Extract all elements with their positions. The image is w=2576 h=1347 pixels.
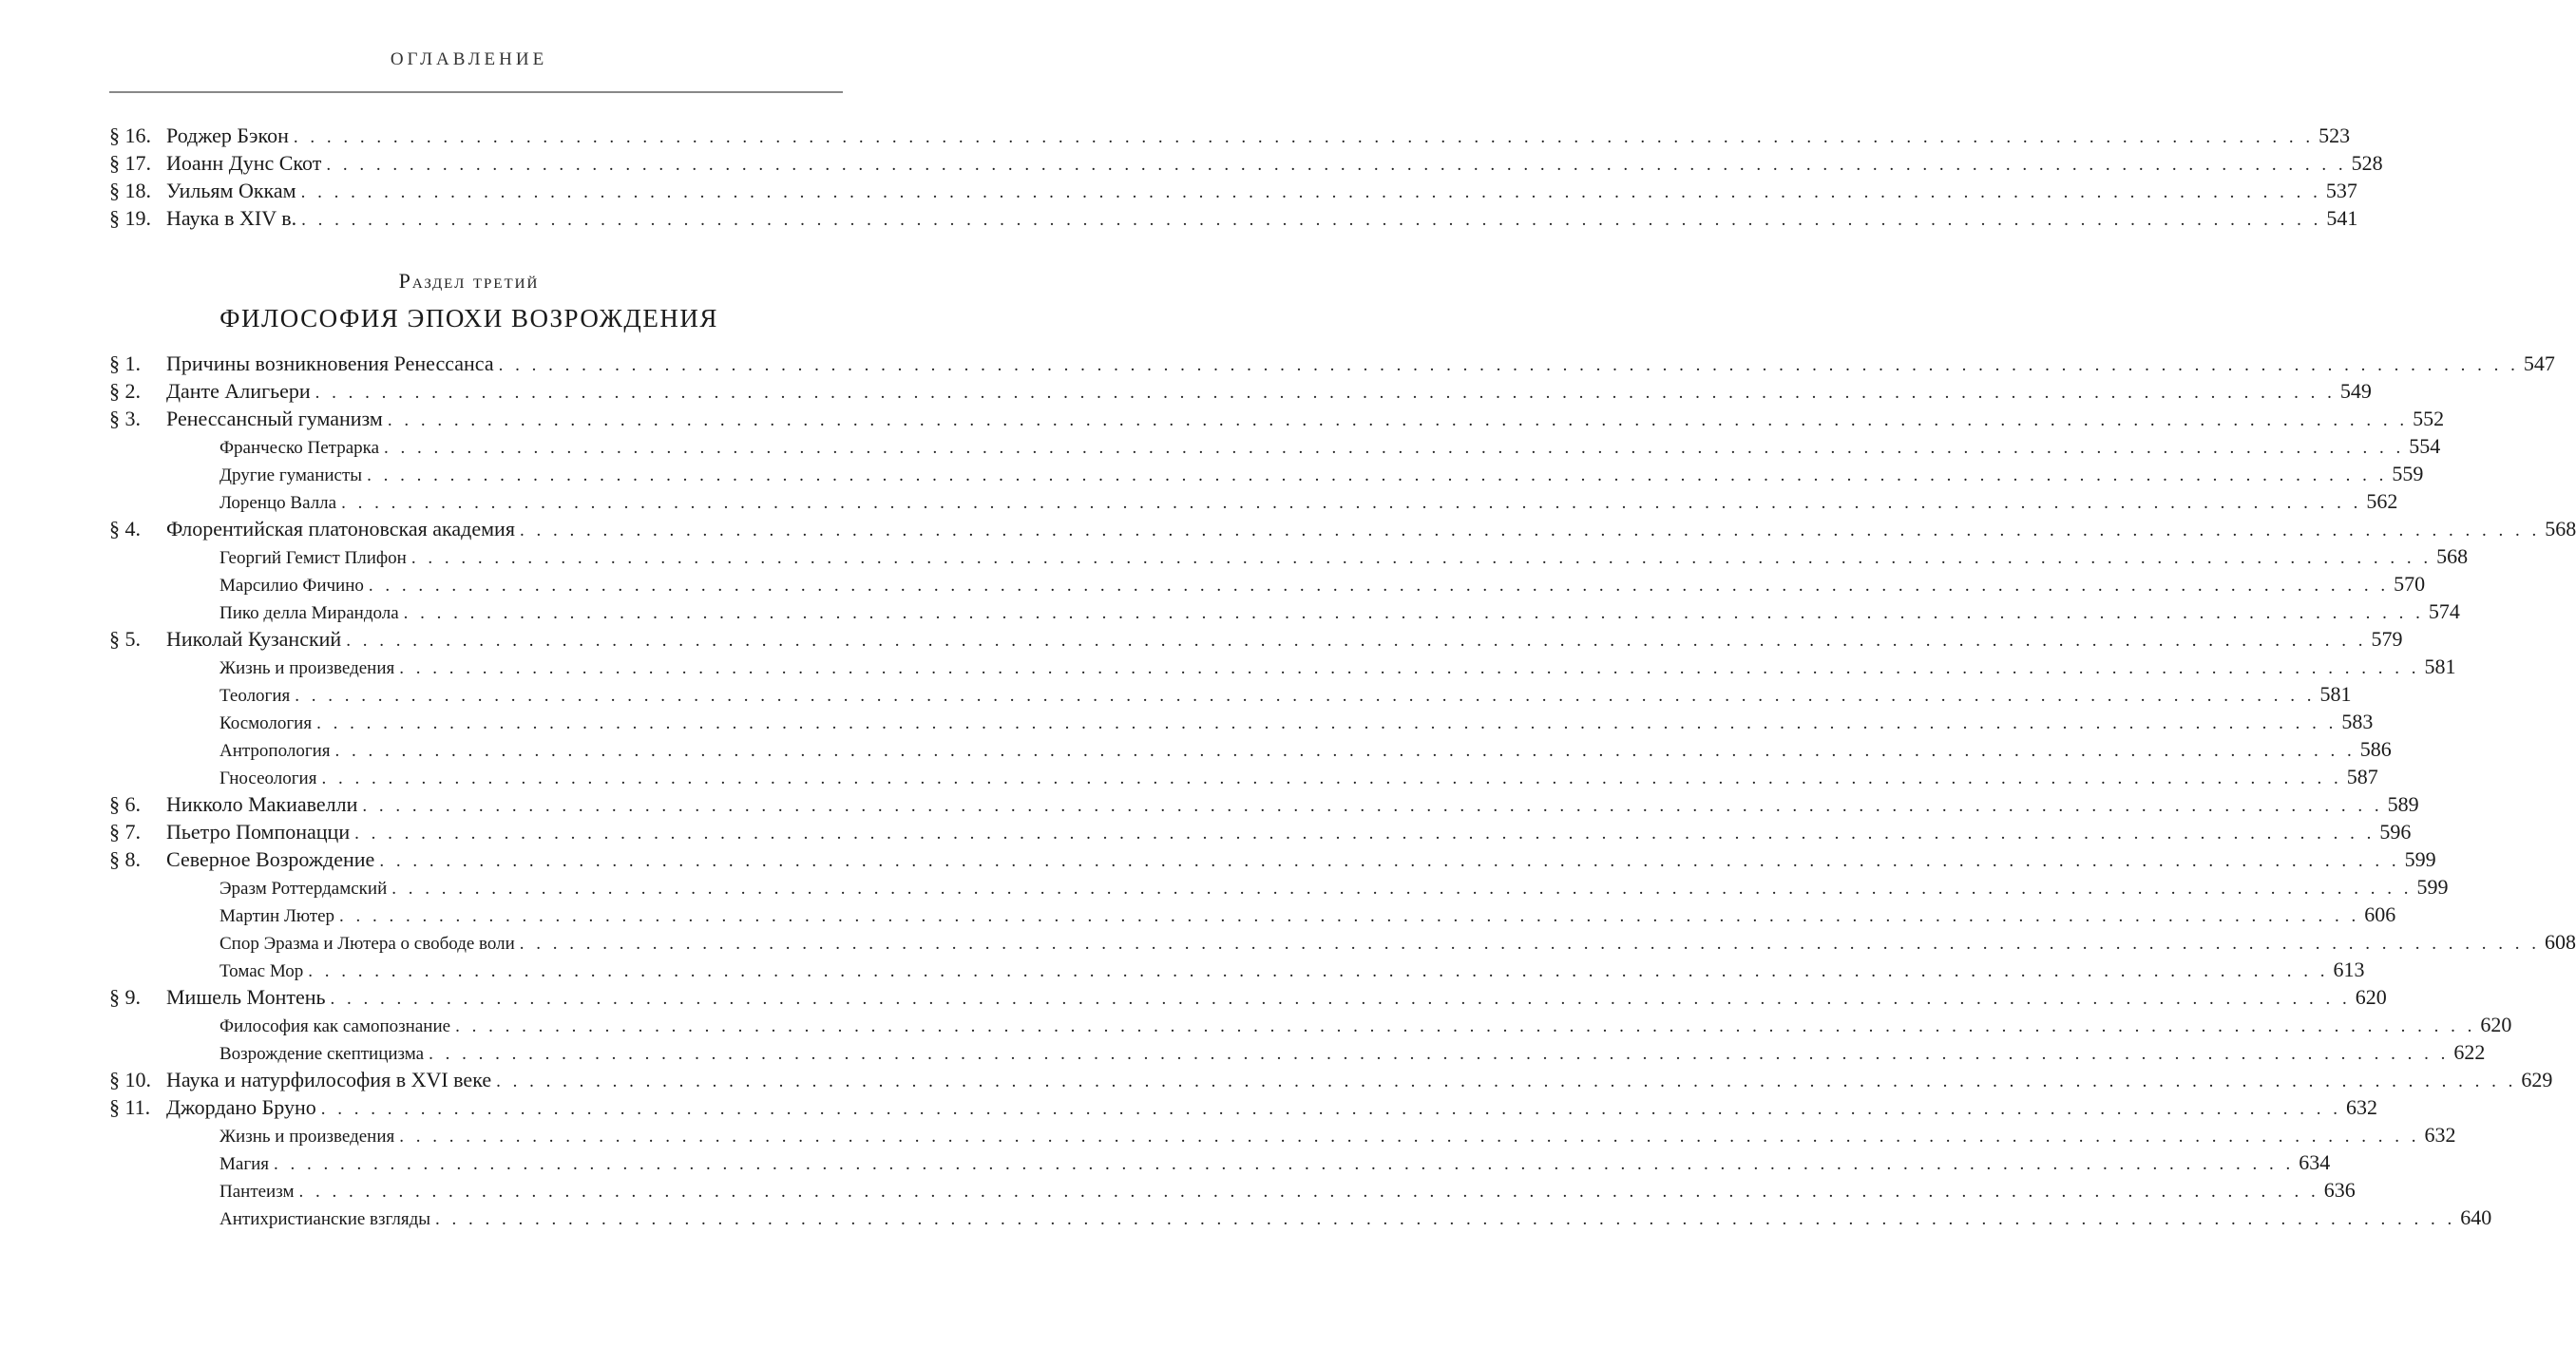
entry-page: 549: [2339, 379, 2372, 403]
section-label: Раздел третий: [398, 269, 540, 293]
entry-page: 559: [2392, 462, 2424, 485]
dot-leader: . . . . . . . . . . . . . . . . . . . . . . . . . . . . . . . . . . . . . . . . . . . . . . . . . . . . . . . . . . . . . . . . . . . . . . . . . . . . . . . . . . . . . . . . . . . . . . . . . . . . . . . . . . . . . . . . . . . . . . . . . .: [330, 989, 2351, 1009]
dot-leader: . . . . . . . . . . . . . . . . . . . . . . . . . . . . . . . . . . . . . . . . . . . . . . . . . . . . . . . . . . . . . . . . . . . . . . . . . . . . . . . . . . . . . . . . . . . . . . . . . . . . . . . . . . . . . . . . . . . . . . . . . .: [435, 1209, 2456, 1229]
toc-entry[interactable]: [109, 405, 2445, 432]
dot-leader: . . . . . . . . . . . . . . . . . . . . . . . . . . . . . . . . . . . . . . . . . . . . . . . . . . . . . . . . . . . . . . . . . . . . . . . . . . . . . . . . . . . . . . . . . . . . . . . . . . . . . . . . . . . . . . . . . . . . . . . . . .: [496, 1072, 2517, 1091]
dot-leader: . . . . . . . . . . . . . . . . . . . . . . . . . . . . . . . . . . . . . . . . . . . . . . . . . . . . . . . . . . . . . . . . . . . . . . . . . . . . . . . . . . . . . . . . . . . . . . . . . . . . . . . . . . . . . . . . . . . . . . . . . .: [519, 521, 2541, 541]
entry-title: Другие гуманисты: [219, 465, 363, 485]
dot-leader: . . . . . . . . . . . . . . . . . . . . . . . . . . . . . . . . . . . . . . . . . . . . . . . . . . . . . . . . . . . . . . . . . . . . . . . . . . . . . . . . . . . . . . . . . . . . . . . . . . . . . . . . . . . . . . . . . . . . . . . . . .: [320, 1099, 2341, 1119]
dot-leader: . . . . . . . . . . . . . . . . . . . . . . . . . . . . . . . . . . . . . . . . . . . . . . . . . . . . . . . . . . . . . . . . . . . . . . . . . . . . . . . . . . . . . . . . . . . . . . . . . . . . . . . . . . . . . . . . . . . . . . . . . .: [354, 824, 2376, 844]
dot-leader: . . . . . . . . . . . . . . . . . . . . . . . . . . . . . . . . . . . . . . . . . . . . . . . . . . . . . . . . . . . . . . . . . . . . . . . . . . . . . . . . . . . . . . . . . . . . . . . . . . . . . . . . . . . . . . . . . . . . . . . . . .: [274, 1154, 2295, 1174]
toc-entry[interactable]: [109, 350, 2555, 377]
entry-number: § 16.: [109, 123, 151, 147]
toc-entry[interactable]: [109, 790, 2419, 818]
entry-page: 552: [2413, 407, 2445, 430]
entry-number: § 17.: [109, 151, 151, 175]
entry-page: 596: [2379, 820, 2412, 844]
entry-title: Георгий Гемист Плифон: [219, 548, 407, 568]
dot-leader: . . . . . . . . . . . . . . . . . . . . . . . . . . . . . . . . . . . . . . . . . . . . . . . . . . . . . . . . . . . . . . . . . . . . . . . . . . . . . . . . . . . . . . . . . . . . . . . . . . . . . . . . . . . . . . . . . . . . . . . . . .: [308, 961, 2329, 981]
toc-entry[interactable]: [109, 845, 2436, 873]
toc-entry[interactable]: [109, 983, 2387, 1011]
dot-leader: . . . . . . . . . . . . . . . . . . . . . . . . . . . . . . . . . . . . . . . . . . . . . . . . . . . . . . . . . . . . . . . . . . . . . . . . . . . . . . . . . . . . . . . . . . . . . . . . . . . . . . . . . . . . . . . . . . . . . . . . . .: [341, 493, 2362, 513]
toc-entry[interactable]: [109, 1093, 2377, 1121]
entry-page: 636: [2323, 1178, 2356, 1202]
dot-leader: . . . . . . . . . . . . . . . . . . . . . . . . . . . . . . . . . . . . . . . . . . . . . . . . . . . . . . . . . . . . . . . . . . . . . . . . . . . . . . . . . . . . . . . . . . . . . . . . . . . . . . . . . . . . . . . . . . . . . . . . . .: [429, 1044, 2450, 1064]
entry-number: § 9.: [109, 985, 141, 1009]
toc-entry[interactable]: [109, 625, 2403, 653]
entry-number: § 4.: [109, 517, 141, 541]
entry-page: 586: [2359, 737, 2392, 761]
toc-subentry[interactable]: [109, 598, 2460, 625]
entry-number: § 1.: [109, 351, 141, 375]
entry-title: Ренессансный гуманизм: [166, 407, 383, 430]
dot-leader: . . . . . . . . . . . . . . . . . . . . . . . . . . . . . . . . . . . . . . . . . . . . . . . . . . . . . . . . . . . . . . . . . . . . . . . . . . . . . . . . . . . . . . . . . . . . . . . . . . . . . . . . . . . . . . . . . . . . . . . . . .: [362, 796, 2383, 816]
entry-title: Наука и натурфилософия в XVI веке: [166, 1068, 492, 1091]
entry-title: Никколо Макиавелли: [166, 792, 358, 816]
toc-entry[interactable]: [109, 515, 2576, 542]
entry-number: § 19.: [109, 206, 151, 230]
toc-subentry[interactable]: [109, 1204, 2492, 1231]
dot-leader: . . . . . . . . . . . . . . . . . . . . . . . . . . . . . . . . . . . . . . . . . . . . . . . . . . . . . . . . . . . . . . . . . . . . . . . . . . . . . . . . . . . . . . . . . . . . . . . . . . . . . . . . . . . . . . . . . . . . . . . . . .: [384, 438, 2405, 458]
toc-subentry[interactable]: [109, 570, 2426, 598]
entry-title: Франческо Петрарка: [219, 438, 380, 458]
entry-title: Спор Эразма и Лютера о свободе воли: [219, 934, 515, 954]
entry-page: 640: [2460, 1205, 2492, 1229]
entry-title: Жизнь и произведения: [219, 1127, 395, 1147]
entry-page: 606: [2364, 902, 2396, 926]
toc-subentry[interactable]: [109, 928, 2576, 956]
toc-entry[interactable]: [109, 122, 2351, 149]
entry-title: Уильям Оккам: [166, 179, 296, 202]
toc-subentry[interactable]: [109, 542, 2469, 570]
toc-subentry[interactable]: [109, 735, 2392, 763]
toc-subentry[interactable]: [109, 653, 2456, 680]
dot-leader: . . . . . . . . . . . . . . . . . . . . . . . . . . . . . . . . . . . . . . . . . . . . . . . . . . . . . . . . . . . . . . . . . . . . . . . . . . . . . . . . . . . . . . . . . . . . . . . . . . . . . . . . . . . . . . . . . . . . . . . . . .: [410, 548, 2433, 568]
dot-leader: . . . . . . . . . . . . . . . . . . . . . . . . . . . . . . . . . . . . . . . . . . . . . . . . . . . . . . . . . . . . . . . . . . . . . . . . . . . . . . . . . . . . . . . . . . . . . . . . . . . . . . . . . . . . . . . . . . . . . . . . . .: [391, 879, 2413, 899]
dot-leader: . . . . . . . . . . . . . . . . . . . . . . . . . . . . . . . . . . . . . . . . . . . . . . . . . . . . . . . . . . . . . . . . . . . . . . . . . . . . . . . . . . . . . . . . . . . . . . . . . . . . . . . . . . . . . . . . . . . . . . . . . .: [399, 1127, 2420, 1147]
entry-page: 581: [2424, 655, 2456, 678]
entry-page: 574: [2428, 599, 2460, 623]
entry-page: 523: [2318, 123, 2351, 147]
entry-number: § 10.: [109, 1068, 151, 1091]
entry-page: 599: [2416, 875, 2449, 899]
entry-title: Антихристианские взгляды: [219, 1209, 431, 1229]
dot-leader: . . . . . . . . . . . . . . . . . . . . . . . . . . . . . . . . . . . . . . . . . . . . . . . . . . . . . . . . . . . . . . . . . . . . . . . . . . . . . . . . . . . . . . . . . . . . . . . . . . . . . . . . . . . . . . . . . . . . . . . . . .: [301, 210, 2322, 230]
toc-subentry[interactable]: [109, 763, 2378, 790]
entry-page: 547: [2523, 351, 2555, 375]
dot-leader: . . . . . . . . . . . . . . . . . . . . . . . . . . . . . . . . . . . . . . . . . . . . . . . . . . . . . . . . . . . . . . . . . . . . . . . . . . . . . . . . . . . . . . . . . . . . . . . . . . . . . . . . . . . . . . . . . . . . . . . . . .: [519, 934, 2541, 954]
entry-title: Антропология: [219, 741, 331, 761]
entry-title: Причины возникновения Ренессанса: [166, 351, 494, 375]
entry-page: 587: [2346, 765, 2378, 788]
entry-title: Гносеология: [219, 768, 317, 788]
entry-title: Наука в XIV в.: [166, 206, 297, 230]
dot-leader: . . . . . . . . . . . . . . . . . . . . . . . . . . . . . . . . . . . . . . . . . . . . . . . . . . . . . . . . . . . . . . . . . . . . . . . . . . . . . . . . . . . . . . . . . . . . . . . . . . . . . . . . . . . . . . . . . . . . . . . . . .: [498, 355, 2519, 375]
toc-list-section-three: [109, 350, 2576, 1231]
dot-leader: . . . . . . . . . . . . . . . . . . . . . . . . . . . . . . . . . . . . . . . . . . . . . . . . . . . . . . . . . . . . . . . . . . . . . . . . . . . . . . . . . . . . . . . . . . . . . . . . . . . . . . . . . . . . . . . . . . . . . . . . . .: [334, 741, 2356, 761]
toc-subentry[interactable]: [109, 708, 2374, 735]
dot-leader: . . . . . . . . . . . . . . . . . . . . . . . . . . . . . . . . . . . . . . . . . . . . . . . . . . . . . . . . . . . . . . . . . . . . . . . . . . . . . . . . . . . . . . . . . . . . . . . . . . . . . . . . . . . . . . . . . . . . . . . . . .: [295, 686, 2316, 706]
dot-leader: . . . . . . . . . . . . . . . . . . . . . . . . . . . . . . . . . . . . . . . . . . . . . . . . . . . . . . . . . . . . . . . . . . . . . . . . . . . . . . . . . . . . . . . . . . . . . . . . . . . . . . . . . . . . . . . . . . . . . . . . . .: [346, 631, 2367, 651]
entry-title: Возрождение скептицизма: [219, 1044, 425, 1064]
entry-number: § 7.: [109, 820, 141, 844]
entry-page: 589: [2387, 792, 2419, 816]
entry-title: Пьетро Помпонацци: [166, 820, 351, 844]
entry-title: Жизнь и произведения: [219, 658, 395, 678]
entry-page: 528: [2351, 151, 2383, 175]
entry-title: Данте Алигьери: [166, 379, 311, 403]
dot-leader: . . . . . . . . . . . . . . . . . . . . . . . . . . . . . . . . . . . . . . . . . . . . . . . . . . . . . . . . . . . . . . . . . . . . . . . . . . . . . . . . . . . . . . . . . . . . . . . . . . . . . . . . . . . . . . . . . . . . . . . . . .: [368, 576, 2390, 596]
entry-page: 581: [2319, 682, 2352, 706]
toc-entry[interactable]: [109, 1066, 2553, 1093]
dot-leader: . . . . . . . . . . . . . . . . . . . . . . . . . . . . . . . . . . . . . . . . . . . . . . . . . . . . . . . . . . . . . . . . . . . . . . . . . . . . . . . . . . . . . . . . . . . . . . . . . . . . . . . . . . . . . . . . . . . . . . . . . .: [316, 713, 2337, 733]
toc-subentry[interactable]: [109, 680, 2352, 708]
entry-page: 620: [2480, 1013, 2512, 1036]
entry-title: Иоанн Дунс Скот: [166, 151, 322, 175]
entry-page: 622: [2453, 1040, 2486, 1064]
entry-page: 629: [2521, 1068, 2553, 1091]
entry-title: Николай Кузанский: [166, 627, 342, 651]
entry-title: Флорентийская платоновская академия: [166, 517, 515, 541]
entry-page: 568: [2545, 517, 2576, 541]
dot-leader: . . . . . . . . . . . . . . . . . . . . . . . . . . . . . . . . . . . . . . . . . . . . . . . . . . . . . . . . . . . . . . . . . . . . . . . . . . . . . . . . . . . . . . . . . . . . . . . . . . . . . . . . . . . . . . . . . . . . . . . . . .: [326, 155, 2347, 175]
toc-subentry[interactable]: [109, 460, 2424, 487]
toc-subentry[interactable]: [109, 487, 2398, 515]
dot-leader: . . . . . . . . . . . . . . . . . . . . . . . . . . . . . . . . . . . . . . . . . . . . . . . . . . . . . . . . . . . . . . . . . . . . . . . . . . . . . . . . . . . . . . . . . . . . . . . . . . . . . . . . . . . . . . . . . . . . . . . . . .: [367, 465, 2388, 485]
entry-title: Пантеизм: [219, 1182, 295, 1202]
entry-title: Марсилио Фичино: [219, 576, 364, 596]
entry-title: Теология: [219, 686, 291, 706]
toc-entry[interactable]: [109, 818, 2412, 845]
entry-number: § 11.: [109, 1095, 151, 1119]
dot-leader: . . . . . . . . . . . . . . . . . . . . . . . . . . . . . . . . . . . . . . . . . . . . . . . . . . . . . . . . . . . . . . . . . . . . . . . . . . . . . . . . . . . . . . . . . . . . . . . . . . . . . . . . . . . . . . . . . . . . . . . . . .: [339, 906, 2360, 926]
dot-leader: . . . . . . . . . . . . . . . . . . . . . . . . . . . . . . . . . . . . . . . . . . . . . . . . . . . . . . . . . . . . . . . . . . . . . . . . . . . . . . . . . . . . . . . . . . . . . . . . . . . . . . . . . . . . . . . . . . . . . . . . . .: [321, 768, 2342, 788]
entry-title: Роджер Бэкон: [166, 123, 289, 147]
toc-list-previous-section: [109, 122, 2383, 232]
entry-title: Лоренцо Валла: [219, 493, 337, 513]
entry-title: Магия: [219, 1154, 270, 1174]
dot-leader: . . . . . . . . . . . . . . . . . . . . . . . . . . . . . . . . . . . . . . . . . . . . . . . . . . . . . . . . . . . . . . . . . . . . . . . . . . . . . . . . . . . . . . . . . . . . . . . . . . . . . . . . . . . . . . . . . . . . . . . . . .: [379, 851, 2400, 871]
dot-leader: . . . . . . . . . . . . . . . . . . . . . . . . . . . . . . . . . . . . . . . . . . . . . . . . . . . . . . . . . . . . . . . . . . . . . . . . . . . . . . . . . . . . . . . . . . . . . . . . . . . . . . . . . . . . . . . . . . . . . . . . . .: [298, 1182, 2319, 1202]
dot-leader: . . . . . . . . . . . . . . . . . . . . . . . . . . . . . . . . . . . . . . . . . . . . . . . . . . . . . . . . . . . . . . . . . . . . . . . . . . . . . . . . . . . . . . . . . . . . . . . . . . . . . . . . . . . . . . . . . . . . . . . . . .: [315, 383, 2336, 403]
section-title: ФИЛОСОФИЯ ЭПОХИ ВОЗРОЖДЕНИЯ: [219, 304, 718, 332]
toc-subentry[interactable]: [109, 873, 2449, 901]
toc-subentry[interactable]: [109, 1148, 2331, 1176]
entry-page: 541: [2326, 206, 2358, 230]
entry-page: 583: [2341, 710, 2374, 733]
entry-page: 562: [2366, 489, 2398, 513]
entry-page: 579: [2371, 627, 2403, 651]
toc-subentry[interactable]: [109, 1176, 2356, 1204]
entry-page: 620: [2355, 985, 2387, 1009]
entry-number: § 5.: [109, 627, 141, 651]
entry-page: 632: [2345, 1095, 2377, 1119]
dot-leader: . . . . . . . . . . . . . . . . . . . . . . . . . . . . . . . . . . . . . . . . . . . . . . . . . . . . . . . . . . . . . . . . . . . . . . . . . . . . . . . . . . . . . . . . . . . . . . . . . . . . . . . . . . . . . . . . . . . . . . . . . .: [399, 658, 2420, 678]
running-head: ОГЛАВЛЕНИЕ: [390, 49, 548, 69]
entry-title: Джордано Бруно: [166, 1095, 316, 1119]
toc-subentry[interactable]: [109, 432, 2441, 460]
entry-page: 613: [2333, 958, 2365, 981]
entry-page: 570: [2394, 572, 2426, 596]
entry-title: Томас Мор: [219, 961, 304, 981]
toc-subentry[interactable]: [109, 956, 2365, 983]
toc-entry[interactable]: [109, 377, 2372, 405]
toc-entry[interactable]: [109, 177, 2357, 204]
toc-subentry[interactable]: [109, 1121, 2456, 1148]
entry-title: Мартин Лютер: [219, 906, 335, 926]
entry-title: Космология: [219, 713, 313, 733]
entry-page: 537: [2325, 179, 2357, 202]
toc-subentry[interactable]: [109, 1038, 2486, 1066]
toc-subentry[interactable]: [109, 1011, 2512, 1038]
dot-leader: . . . . . . . . . . . . . . . . . . . . . . . . . . . . . . . . . . . . . . . . . . . . . . . . . . . . . . . . . . . . . . . . . . . . . . . . . . . . . . . . . . . . . . . . . . . . . . . . . . . . . . . . . . . . . . . . . . . . . . . . . .: [293, 127, 2315, 147]
entry-page: 608: [2545, 930, 2576, 954]
entry-page: 568: [2436, 544, 2469, 568]
entry-title: Эразм Роттердамский: [219, 879, 388, 899]
entry-title: Философия как самопознание: [219, 1016, 451, 1036]
entry-title: Северное Возрождение: [166, 847, 375, 871]
dot-leader: . . . . . . . . . . . . . . . . . . . . . . . . . . . . . . . . . . . . . . . . . . . . . . . . . . . . . . . . . . . . . . . . . . . . . . . . . . . . . . . . . . . . . . . . . . . . . . . . . . . . . . . . . . . . . . . . . . . . . . . . . .: [300, 182, 2321, 202]
entry-number: § 8.: [109, 847, 141, 871]
dot-leader: . . . . . . . . . . . . . . . . . . . . . . . . . . . . . . . . . . . . . . . . . . . . . . . . . . . . . . . . . . . . . . . . . . . . . . . . . . . . . . . . . . . . . . . . . . . . . . . . . . . . . . . . . . . . . . . . . . . . . . . . . .: [403, 603, 2424, 623]
entry-page: 632: [2424, 1123, 2456, 1147]
entry-number: § 6.: [109, 792, 141, 816]
entry-page: 599: [2404, 847, 2436, 871]
entry-page: 634: [2299, 1150, 2331, 1174]
entry-number: § 2.: [109, 379, 141, 403]
entry-page: 554: [2409, 434, 2441, 458]
toc-entry[interactable]: [109, 204, 2358, 232]
dot-leader: . . . . . . . . . . . . . . . . . . . . . . . . . . . . . . . . . . . . . . . . . . . . . . . . . . . . . . . . . . . . . . . . . . . . . . . . . . . . . . . . . . . . . . . . . . . . . . . . . . . . . . . . . . . . . . . . . . . . . . . . . .: [387, 410, 2409, 430]
entry-title: Пико делла Мирандола: [219, 603, 399, 623]
header-rule: [109, 91, 843, 93]
entry-number: § 3.: [109, 407, 141, 430]
entry-title: Мишель Монтень: [166, 985, 326, 1009]
entry-number: § 18.: [109, 179, 151, 202]
toc-entry[interactable]: [109, 149, 2383, 177]
dot-leader: . . . . . . . . . . . . . . . . . . . . . . . . . . . . . . . . . . . . . . . . . . . . . . . . . . . . . . . . . . . . . . . . . . . . . . . . . . . . . . . . . . . . . . . . . . . . . . . . . . . . . . . . . . . . . . . . . . . . . . . . . .: [455, 1016, 2476, 1036]
toc-subentry[interactable]: [109, 901, 2396, 928]
